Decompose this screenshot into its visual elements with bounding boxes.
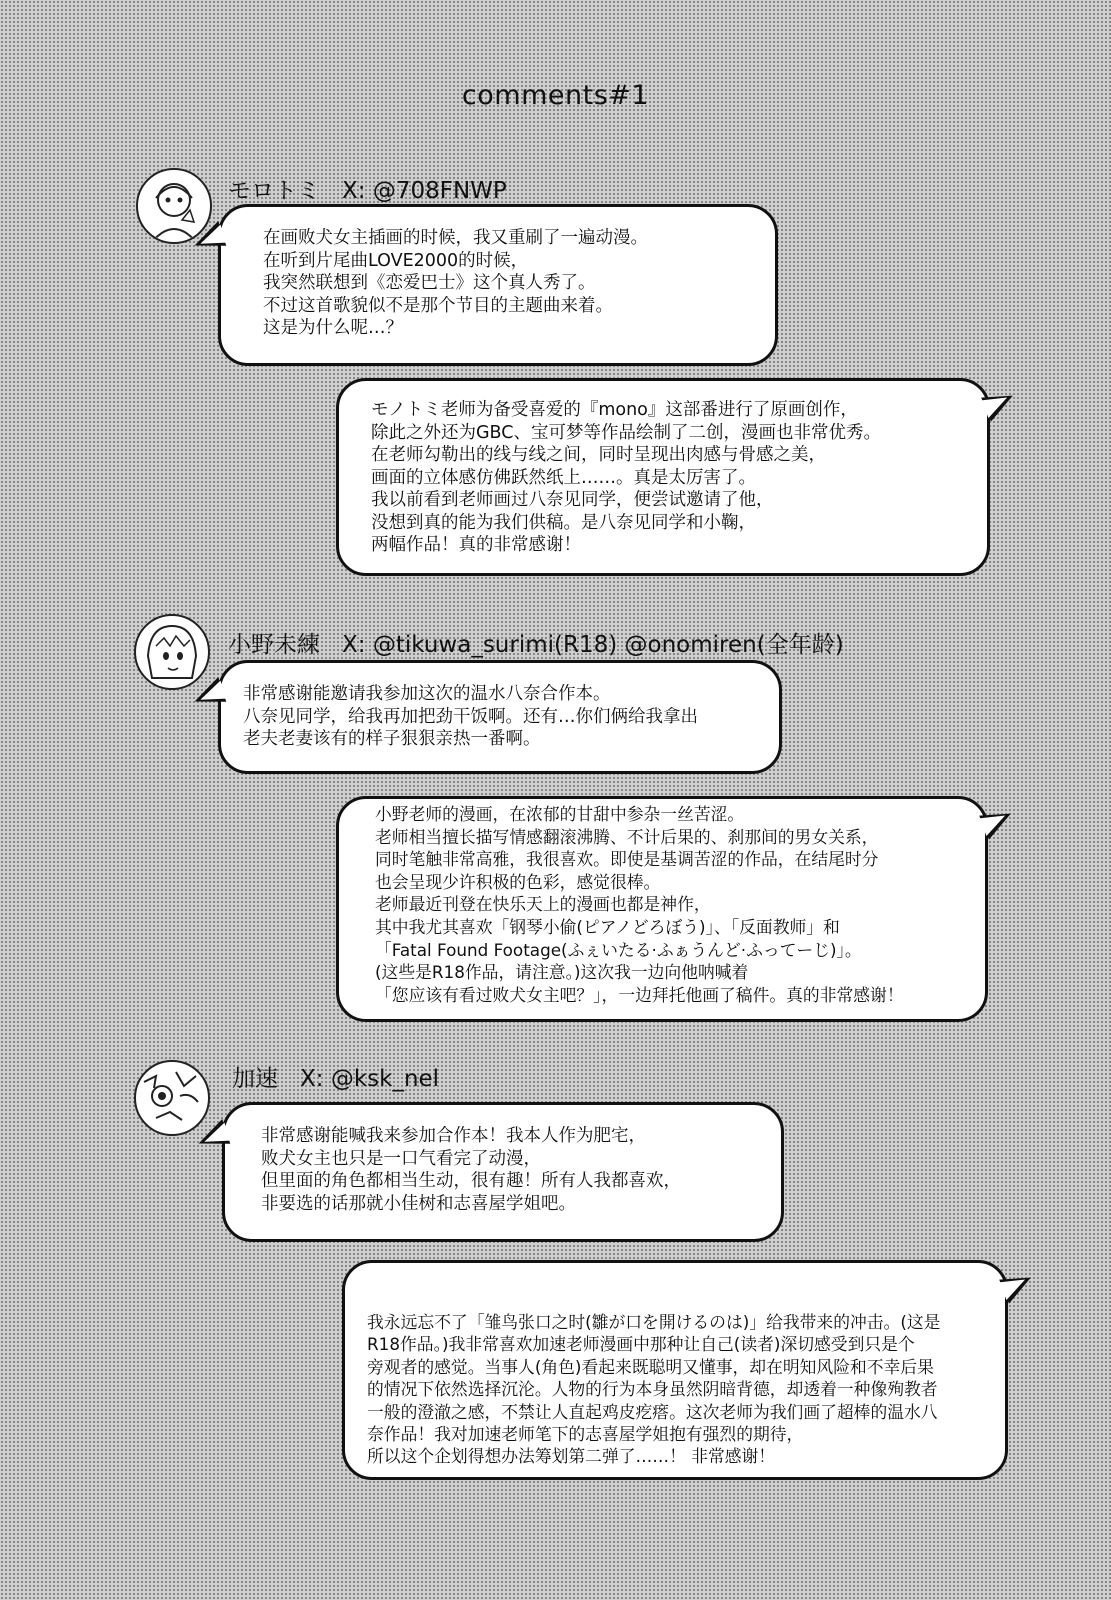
- avatar-kasoku: [134, 1060, 210, 1136]
- reply-bubble: [336, 796, 988, 1022]
- page-title: comments#1: [461, 80, 650, 111]
- comment-text: 在画败犬女主插画的时候，我又重刷了一遍动漫。 在听到片尾曲LOVE2000的时候， 我突然联想到《恋爱巴士》这个真人秀了。 不过这首歌貌似不是那个节目的主题曲来着。 这是为什么呢…？: [263, 228, 648, 338]
- comment-text: 非常感谢能喊我来参加合作本！我本人作为肥宅， 败犬女主也只是一口气看完了动漫， 但里面的角色都相当生动，很有趣！所有人我都喜欢， 非要选的话那就小佳树和志喜屋学姐吧。: [261, 1126, 681, 1214]
- comment-text: 非常感谢能邀请我参加这次的温水八奈合作本。 八奈见同学，给我再加把劲干饭啊。还有…你们俩给我拿出 老夫老妻该有的样子狠狠亲热一番啊。: [243, 684, 698, 749]
- author-name: 加速: [232, 1066, 278, 1092]
- author-name: 小野未練: [228, 632, 320, 658]
- comment-bubble: [218, 660, 782, 774]
- portrait-icon: [136, 616, 208, 688]
- avatar-ono-miren: [134, 614, 210, 690]
- reply-text: 小野老师的漫画，在浓郁的甘甜中参杂一丝苦涩。 老师相当擅长描写情感翻滚沸腾、不计后果的、刹那间的男女关系， 同时笔触非常高雅，我很喜欢。即使是基调苦涩的作品，在结尾时分 也会呈现少许积极的色彩，感觉很棒。 老师最近刊登在快乐天上的漫画也都是神作， 其中我尤其喜欢「钢琴小偷(ピアノどろぼう)」、「反面教师」和 「Fatal Found Footage(ふぇいたる·ふぁうんど·ふってーじ)」。 (这些是R18作品，请注意。)这次我一边向他呐喊着 「您应该有看过败犬女主吧？」，一边拜托他画了稿件。真的非常感谢！: [375, 804, 904, 1005]
- author-line: [232, 1060, 439, 1093]
- author-name: モロトミ: [228, 178, 320, 204]
- author-line: [228, 626, 844, 659]
- comment-bubble: [218, 204, 778, 366]
- reply-bubble: [342, 1260, 1008, 1480]
- portrait-icon: [136, 1062, 208, 1134]
- author-handle: X: @ksk_nel: [300, 1066, 440, 1092]
- comment-bubble: [222, 1102, 784, 1242]
- reply-text: 我永远忘不了「雏鸟张口之时(雛が口を開けるのは)」给我带来的冲击。(这是 R18作品。)我非常喜欢加速老师漫画中那种让自己(读者)深切感受到只是个 旁观者的感觉。当事人(角色)看起来既聪明又懂事，却在明知风险和不幸后果 的情况下依然选择沉沦。人物的行为本身虽然阴暗背德，却透着一种像殉教者 一般的澄澈之感，不禁让人直起鸡皮疙瘩。这次老师为我们画了超棒的温水八 奈作品！我对加速老师笔下的志喜屋学姐抱有强烈的期待， 所以这个企划得想办法筹划第二弹了……！ 非常感谢！: [367, 1312, 941, 1467]
- reply-bubble: [336, 378, 990, 576]
- reply-text: モノトミ老师为备受喜爱的『mono』这部番进行了原画创作， 除此之外还为GBC、宝可梦等作品绘制了二创，漫画也非常优秀。 在老师勾勒出的线与线之间，同时呈现出肉感与骨感之美， 画面的立体感仿佛跃然纸上……。真是太厉害了。 我以前看到老师画过八奈见同学，便尝试邀请了他， 没想到真的能为我们供稿。是八奈见同学和小鞠， 两幅作品！真的非常感谢！: [371, 400, 881, 555]
- author-handle: X: @708FNWP: [342, 178, 507, 204]
- author-line: [228, 172, 507, 205]
- author-handle: X: @tikuwa_surimi(R18) @onomiren(全年龄): [342, 632, 844, 658]
